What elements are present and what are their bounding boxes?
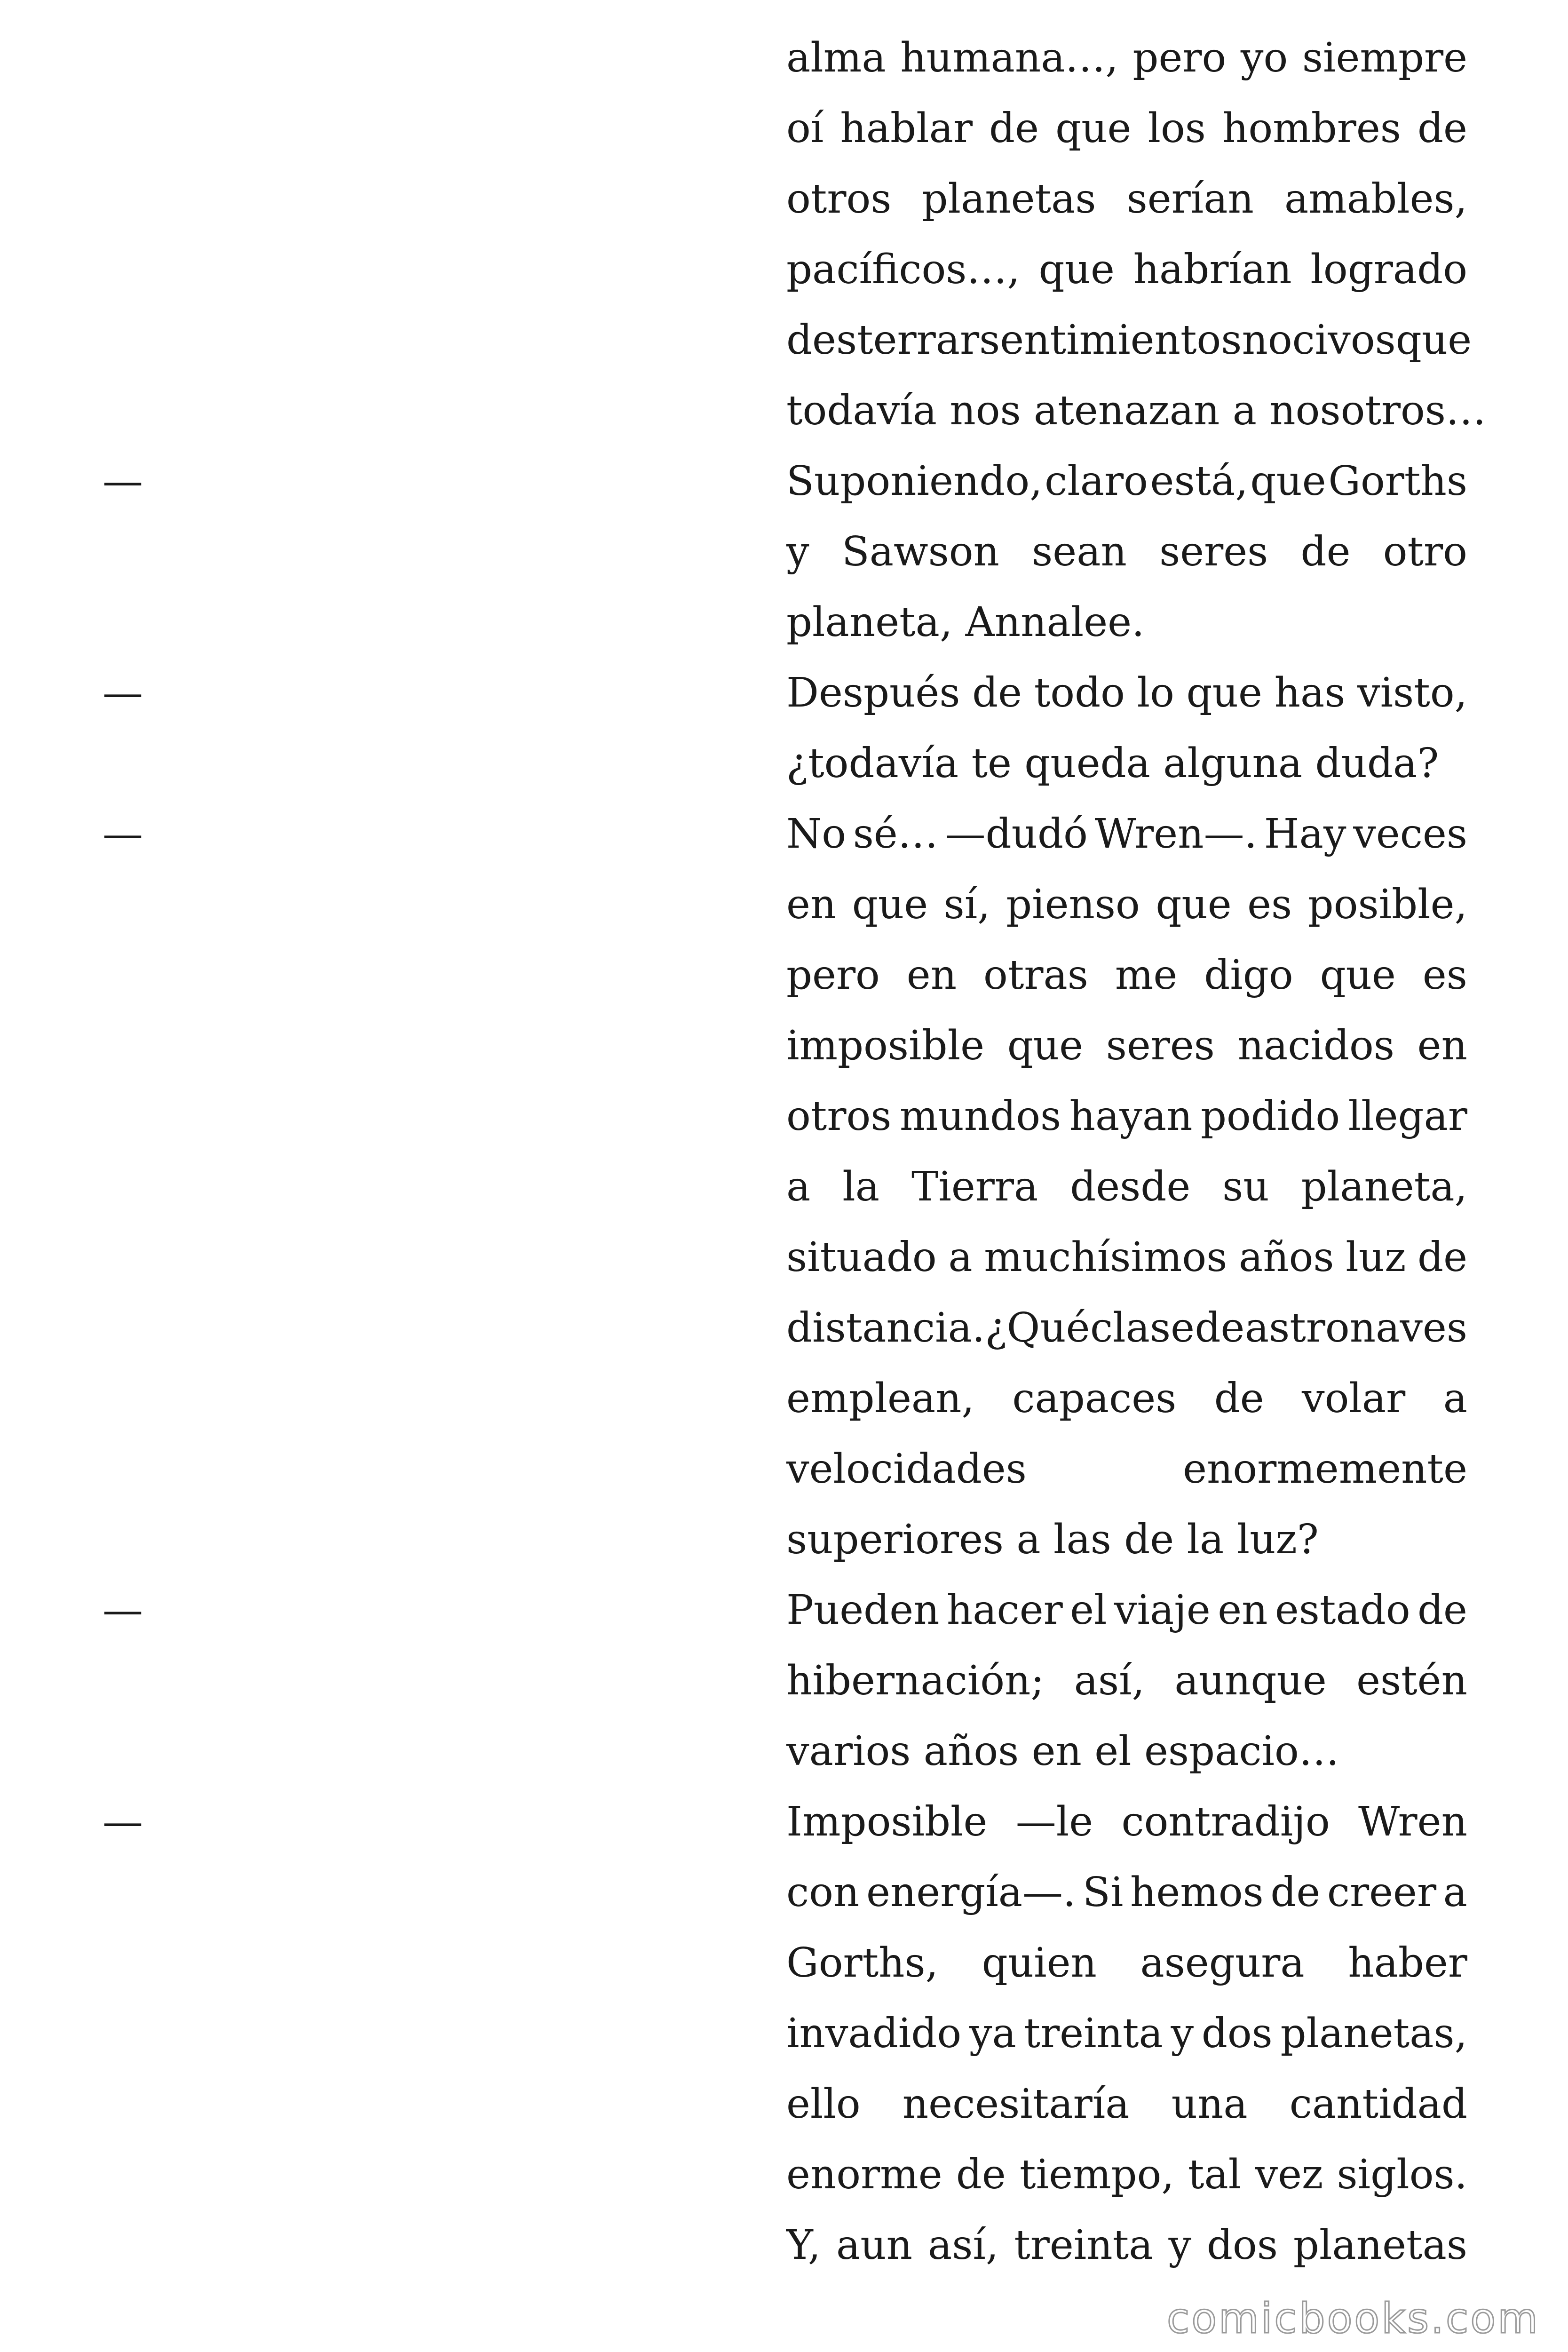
text-line: a la Tierra desde su planeta,	[786, 1163, 1467, 1210]
text-line: Pueden hacer el viaje en estado de	[786, 1587, 1467, 1634]
watermark: comicbooks.com	[1166, 2294, 1540, 2343]
text-line: velocidades enormemente	[786, 1446, 1467, 1493]
text-line: y Sawson sean seres de otro	[786, 528, 1467, 575]
text-line: desterrar sentimientos nocivos que	[786, 317, 1472, 364]
paragraph	[0, 1787, 1568, 2280]
text-line: pero en otras me digo que es	[786, 952, 1467, 999]
text-line: distancia. ¿Qué clase de astronaves	[786, 1304, 1467, 1351]
text-line: Después de todo lo que has visto,	[786, 669, 1467, 716]
dialogue-dash: —	[103, 1587, 143, 1634]
text-line: Imposible —le contradijo Wren	[786, 1798, 1467, 1845]
text-line: varios años en el espacio…	[786, 1728, 1339, 1775]
text-line: Y, aun así, treinta y dos planetas	[786, 2222, 1467, 2269]
paragraph	[0, 799, 1568, 1575]
text-line: superiores a las de la luz?	[786, 1516, 1319, 1563]
dialogue-dash: —	[103, 669, 143, 716]
text-line: oí hablar de que los hombres de	[786, 105, 1467, 152]
text-line: otros mundos hayan podido llegar	[786, 1093, 1467, 1140]
text-line: en que sí, pienso que es posible,	[786, 881, 1467, 928]
text-line: situado a muchísimos años luz de	[786, 1234, 1467, 1281]
text-line: otros planetas serían amables,	[786, 175, 1467, 222]
text-line: emplean, capaces de volar a	[786, 1375, 1467, 1422]
text-line: invadido ya treinta y dos planetas,	[786, 2010, 1467, 2057]
text-line: Gorths, quien asegura haber	[786, 1939, 1467, 1986]
paragraph	[0, 446, 1568, 658]
text-line: ¿todavía te queda alguna duda?	[786, 740, 1439, 787]
text-line: alma humana…, pero yo siempre	[786, 34, 1467, 81]
text-line: imposible que seres nacidos en	[786, 1022, 1467, 1069]
text-line: Suponiendo, claro está, que Gorths	[786, 458, 1467, 505]
text-line: enorme de tiempo, tal vez siglos.	[786, 2151, 1467, 2198]
paragraph	[0, 658, 1568, 799]
text-line: ello necesitaría una cantidad	[786, 2081, 1467, 2128]
dialogue-dash: —	[103, 810, 143, 858]
text-line: con energía—. Si hemos de creer a	[786, 1869, 1467, 1916]
text-line: hibernación; así, aunque estén	[786, 1657, 1467, 1704]
paragraph	[0, 23, 1568, 446]
text-line: todavía nos atenazan a nosotros…	[786, 387, 1486, 434]
dialogue-dash: —	[103, 458, 143, 505]
text-line: pacíficos…, que habrían logrado	[786, 246, 1467, 293]
text-line: No sé… —dudó Wren—. Hay veces	[786, 810, 1467, 858]
dialogue-dash: —	[103, 1798, 143, 1845]
paragraph	[0, 1575, 1568, 1787]
text-line: planeta, Annalee.	[786, 599, 1145, 646]
